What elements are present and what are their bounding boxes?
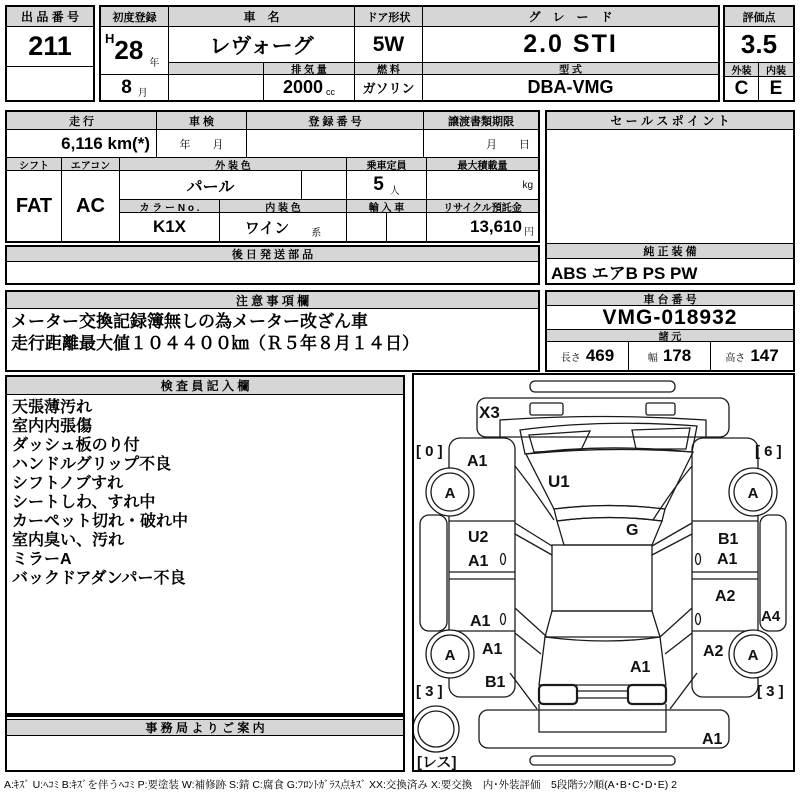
front-bumper-shape [530,381,675,392]
wiper-band-shape [554,506,665,522]
inspector-notes [7,395,403,713]
mark-wheel-front-left: A [444,485,456,502]
mark-door-front-left-top: U2 [468,529,489,546]
front-panel-shape [477,398,729,437]
spare-tire-shape [414,706,459,752]
inspection-label: 車 検 [157,112,247,130]
rear-strip-shape [530,756,675,765]
apillar-left-line [515,523,552,546]
notice-line: 走行距離最大値１０４４００㎞（Ｒ５年８月１４日） [11,334,419,353]
windshield-shape [557,518,662,546]
first-reg-year-value: 28 [114,35,144,65]
imported-cell-2 [387,213,427,241]
grade-label: グ レ ー ド [423,7,718,27]
notice-content [7,309,538,370]
inspector-note: ダッシュ板のり付 [12,437,140,454]
spec-height-value: 147 [750,346,779,365]
car-name-value: レヴォーグ [169,27,355,63]
spec-length-label: 長さ [560,352,581,364]
inspector-label: 検 査 員 記 入 欄 [7,377,403,395]
mark-fender-front-left: A1 [467,453,488,470]
interior-value: E [769,77,783,99]
history-label [169,63,264,75]
score-label: 評価点 [725,7,793,27]
model-code-value: DBA-VMG [527,77,614,97]
inspector-note: シフトノブすれ [12,475,124,492]
later-parts-label: 後 日 発 送 部 品 [7,247,538,262]
chassis-box [545,290,795,372]
mark-corner-rear-right: [ 3 ] [757,683,784,700]
equipment-label: 純 正 装 備 [547,244,793,259]
mark-wheel-rear-left: A [444,647,456,664]
damage-diagram [414,375,793,770]
taillight-left-shape [539,685,577,704]
shift-label: シフト [7,158,62,171]
history-value [169,75,264,100]
inspector-note: 天張薄汚れ [12,399,93,416]
spec-height [711,342,793,370]
cpillar-right-line [665,633,692,654]
max-load-value: kg [427,171,538,200]
roof-shape [552,545,652,611]
vehicle-header-box [99,5,720,102]
capacity-value [347,171,427,200]
recycle-value [427,213,538,241]
exterior-label: 外装 [725,63,759,77]
spec-width [629,342,711,370]
door-shape-label: ドア形状 [355,7,423,27]
inspector-box [5,375,405,715]
inspector-note: ミラーA [12,551,72,568]
spec-length-value: 469 [585,346,615,365]
sales-point-empty [547,130,793,244]
auction-no-box [5,5,95,102]
score-value: 3.5 [725,27,793,63]
door-shape-value: 5W [355,27,423,63]
mark-front-panel: X3 [479,403,500,422]
transfer-deadline-value: 月 日 [424,130,538,158]
int-color-value [220,213,347,241]
recycle-number: 13,610 [470,217,522,236]
int-color-label: 内 装 色 [220,200,347,213]
inspector-note: バックドアダンパー不良 [12,570,186,587]
inspector-note: 室内内張傷 [12,418,93,435]
mark-corner-front-left: [ 0 ] [416,443,443,460]
mark-quarter-rear-left-lower: B1 [485,674,506,691]
headlight-right-shape [646,403,675,415]
auction-no-empty [7,67,93,100]
damage-diagram-box [412,373,795,772]
displacement-label: 排 気 量 [264,63,355,75]
fuel-label: 燃 料 [355,63,423,75]
imported-cell-1 [347,213,387,241]
mark-door-rear-left: A1 [470,613,491,630]
mark-door-front-right: A1 [717,551,738,568]
ext-color-sub-empty [302,171,347,200]
auction-no-label: 出 品 番 号 [7,7,93,27]
capacity-label: 乗車定員 [347,158,427,171]
mark-rocker-right: A4 [761,608,781,625]
office-empty [7,736,403,770]
first-reg-year [101,27,169,75]
cpillar-left-line [515,608,547,637]
first-reg-month-value: 8 [121,76,132,98]
mark-corner-front-right: [ 6 ] [755,443,782,460]
cpillar-right-line [660,608,692,637]
office-box [5,715,405,772]
mark-quarter-rear-right: A2 [703,643,724,660]
capacity-unit: 人 [389,185,400,197]
door-handle-tick [696,614,701,625]
interior-label: 内装 [759,63,793,77]
cpillar-left-line [515,633,541,654]
chassis-label: 車 台 番 号 [547,292,793,306]
sales-point-box [545,110,795,285]
aircon-value: AC [62,171,120,241]
first-reg-month [101,75,169,100]
first-reg-label: 初度登録 [101,7,169,27]
headlight-left-shape [530,403,563,415]
capacity-number: 5 [373,174,384,195]
model-code-label: 型 式 [423,63,718,75]
auction-no-value: 211 [7,27,93,67]
mark-tailgate: A1 [630,659,651,676]
mark-wheel-front-right: A [747,485,759,502]
notice-box [5,290,540,372]
door-handle-tick [696,554,701,565]
displacement-number: 2000 [282,77,324,97]
rear-bumper-shape [479,710,729,748]
mark-windshield: G [626,522,639,539]
inspector-note: 室内臭い、汚れ [12,532,125,549]
car-name-label: 車 名 [169,7,355,27]
inspector-note: シートしわ、すれ中 [12,494,156,511]
spec-height-label: 高さ [725,352,746,364]
inspector-note: カーペット切れ・破れ中 [12,513,189,530]
office-label: 事 務 局 よ り ご 案 内 [7,719,403,736]
mark-door-rear-right: A2 [715,588,736,605]
color-no-label: カ ラ ー N o . [120,200,220,213]
reg-no-label: 登 録 番 号 [247,112,424,130]
first-reg-month-unit: 月 [137,88,148,99]
inspection-value: 年 月 [157,130,247,158]
displacement-value [264,75,355,100]
imported-label: 輸 入 車 [347,200,427,213]
color-no-value: K1X [120,213,220,241]
mark-hood: U1 [548,472,570,491]
apillar-right-line [652,523,692,546]
rear-panel-shape [539,704,666,732]
mark-rear-bumper: A1 [702,731,723,748]
displacement-unit: cc [326,86,336,97]
recycle-unit: 円 [524,227,534,238]
info-grid-box [5,110,540,243]
mark-door-front-left: A1 [468,553,489,570]
apillar-left-line [515,534,552,555]
equipment-value: ABS エアB PS PW [551,263,698,283]
chassis-value: VMG-018932 [547,306,793,330]
door-handle-tick [501,554,506,565]
cowl-vent-left [529,431,590,452]
mileage-value: 6,116 km(*) [7,130,157,158]
spec-width-label: 幅 [647,352,658,364]
reg-no-value [247,130,424,158]
spec-length [547,342,629,370]
door-handle-tick [501,614,506,625]
first-reg-era: H [105,31,115,46]
int-color-suffix: 系 [311,227,322,239]
ext-color-value: パール [120,171,302,200]
spec-width-value: 178 [662,346,692,365]
legend: A:ｷｽﾞ U:ﾍｺﾐ B:ｷｽﾞを伴うﾍｺﾐ P:要塗装 W:補修跡 S:錆 C:腐食 G:ﾌﾛﾝﾄｶﾞﾗｽ点ｷｽﾞ XX:交換済み X:要交換 内･外装評価 5段階ﾗﾝｸ順(A･B･C･D･E) 2 [4,779,678,791]
notice-line: メーター交換記録簿無しの為メーター改ざん車 [11,312,368,331]
rocker-left-shape [420,515,447,631]
apillar-right-line [652,534,692,555]
specs-label: 諸 元 [547,330,793,342]
exterior-value: C [725,77,759,100]
notice-label: 注 意 事 項 欄 [7,292,538,309]
shift-value: FAT [7,171,62,241]
max-load-label: 最大積載量 [427,158,538,171]
fuel-value: ガソリン [355,75,423,100]
cowl-vent-right [632,428,690,449]
mark-quarter-rear-left: A1 [482,641,503,658]
first-reg-year-unit: 年 [149,58,160,69]
int-color-name: ワイン [244,219,290,237]
later-parts-box [5,245,540,285]
taillight-right-shape [628,685,666,704]
mark-spare: [レス] [417,754,457,770]
recycle-label: リサイクル預託金 [427,200,538,213]
mark-door-front-right-top: B1 [718,531,739,548]
ext-color-label: 外 装 色 [120,158,347,171]
aircon-label: エアコン [62,158,120,171]
mark-corner-rear-left: [ 3 ] [416,683,443,700]
front-inner-line [500,417,706,438]
later-parts-empty [7,262,538,283]
inspector-note: ハンドルグリップ不良 [12,456,172,473]
mileage-label: 走 行 [7,112,157,130]
sales-point-label: セ ー ル ス ポ イ ン ト [547,112,793,130]
mark-wheel-rear-right: A [747,647,759,664]
grade-value: 2.0 STI [423,27,718,63]
transfer-deadline-label: 譲渡書類期限 [424,112,538,130]
score-box [723,5,795,102]
